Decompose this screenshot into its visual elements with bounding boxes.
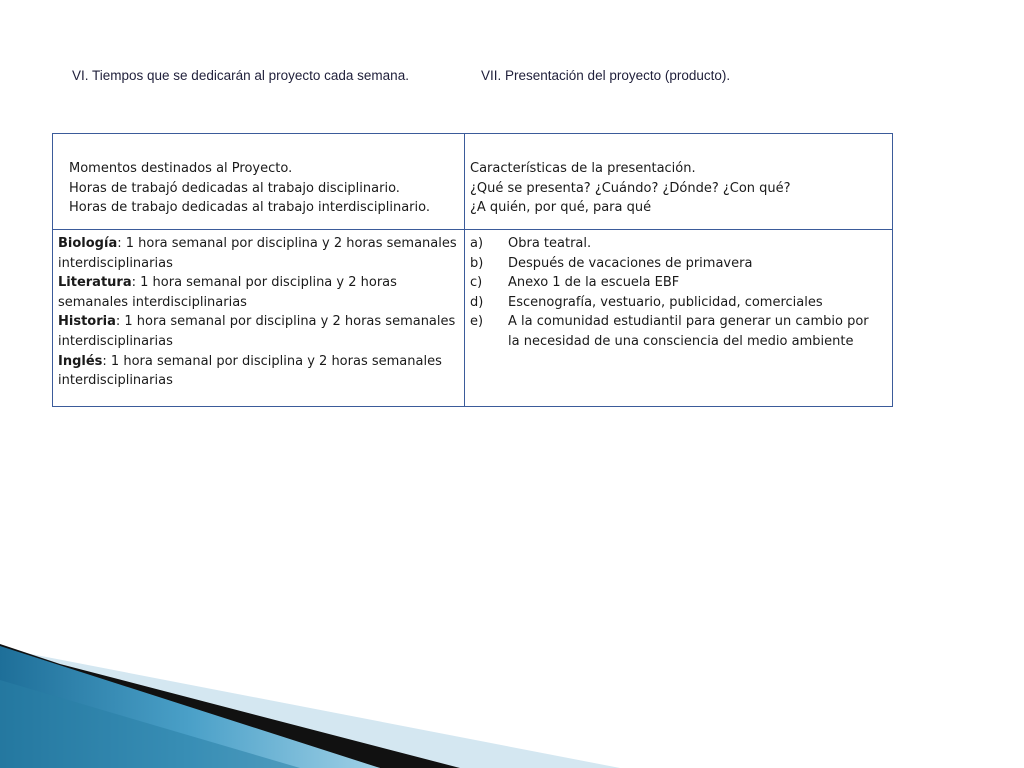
item-marker: a) [470, 236, 484, 251]
table-header-row [53, 134, 893, 230]
subjects-cell [53, 230, 465, 407]
item-marker: b) [470, 255, 484, 271]
item-marker: e) [470, 314, 484, 330]
header-line: Horas de trabajó dedicadas al trabajo disciplinario. [69, 180, 400, 196]
presentation-list [470, 234, 882, 352]
item-text: Después de vacaciones de primavera [508, 255, 753, 271]
subject-entry-ingles [58, 352, 458, 391]
item-text: Obra teatral. [508, 236, 592, 251]
corner-decoration [0, 640, 620, 768]
subject-entry-literatura [58, 273, 458, 312]
section-heading-presentation: VII. Presentación del proyecto (producto). [481, 68, 731, 83]
subject-text: : 1 hora semanal por disciplina y 2 horas semanales interdisciplinarias [58, 275, 397, 310]
subject-name: Inglés [58, 353, 103, 369]
header-line: ¿A quién, por qué, para qué [470, 200, 652, 216]
header-line: Características de la presentación. [470, 161, 696, 176]
header-cell-presentation [465, 134, 893, 230]
subject-name: Literatura [58, 275, 132, 291]
item-text: Anexo 1 de la escuela EBF [508, 275, 680, 291]
subject-text: : 1 hora semanal por disciplina y 2 horas semanales interdisciplinarias [58, 236, 457, 271]
header-line: ¿Qué se presenta? ¿Cuándo? ¿Dónde? ¿Con qué? [470, 180, 791, 196]
header-cell-moments [53, 134, 465, 230]
subject-text: : 1 hora semanal por disciplina y 2 horas semanales interdisciplinarias [58, 353, 442, 389]
subject-text: : 1 hora semanal por disciplina y 2 horas semanales interdisciplinarias [58, 314, 456, 349]
list-item [470, 254, 882, 274]
header-line: Momentos destinados al Proyecto. [69, 161, 293, 176]
subject-name: Historia [58, 314, 116, 330]
item-text: A la comunidad estudiantil para generar un cambio por la necesidad de una consciencia del medio ambiente [508, 314, 869, 349]
project-table [52, 133, 893, 407]
subject-entry-biologia [58, 234, 458, 273]
item-text: Escenografía, vestuario, publicidad, comerciales [508, 294, 823, 310]
item-marker: d) [470, 294, 484, 310]
table-body-row [53, 230, 893, 407]
list-item [470, 273, 882, 293]
list-item [470, 312, 882, 351]
list-item [470, 234, 882, 254]
presentation-items-cell [465, 230, 893, 407]
list-item [470, 293, 882, 313]
subject-entry-historia [58, 312, 458, 351]
subject-name: Biología [58, 236, 118, 251]
item-marker: c) [470, 275, 483, 291]
header-line: Horas de trabajo dedicadas al trabajo interdisciplinario. [69, 200, 430, 216]
section-heading-weekly-time: VI. Tiempos que se dedicarán al proyecto cada semana. [72, 68, 409, 83]
